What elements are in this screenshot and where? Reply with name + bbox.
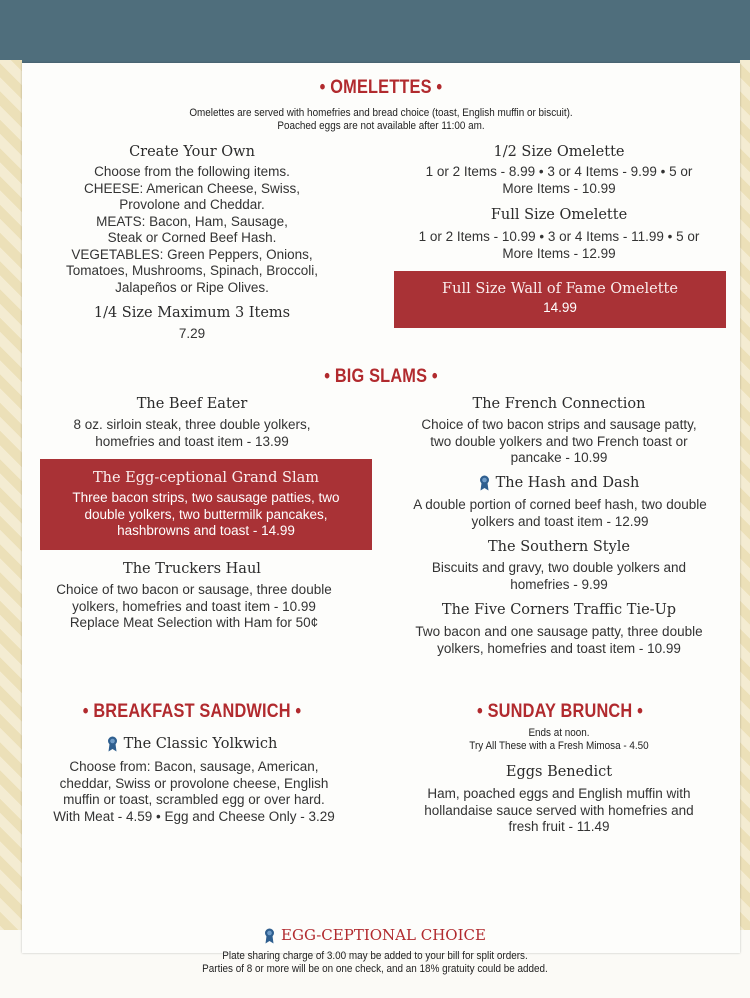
award-ribbon-icon	[107, 736, 118, 752]
hash-dash-description	[392, 497, 728, 530]
grand-slam-description	[40, 490, 372, 540]
desc-line: two double yolkers and two French toast or	[430, 433, 688, 449]
desc-line: MEATS: Bacon, Ham, Sausage,	[96, 213, 288, 229]
five-corners-heading: The Five Corners Traffic Tie-Up	[441, 602, 677, 618]
desc-line: yolkers, homefries and toast item - 10.99	[72, 598, 316, 614]
yolkwich-description	[36, 759, 352, 825]
desc-line: fresh fruit - 11.49	[508, 819, 610, 834]
omelettes-note-line: Poached eggs are not available after 11:00 am.	[277, 120, 485, 132]
background-pattern-left	[0, 60, 22, 940]
grand-slam-box	[40, 459, 372, 550]
bigslams-title: • BIG SLAMS •	[324, 366, 438, 387]
desc-line: With Meat - 4.59 • Egg and Cheese Only - 3.29	[53, 808, 335, 824]
full-size-description	[394, 229, 724, 262]
desc-line: Ham, poached eggs and English muffin with	[427, 786, 691, 801]
grand-slam-heading: The Egg-ceptional Grand Slam	[92, 470, 319, 486]
quarter-size-price: 7.29	[178, 326, 206, 341]
omelettes-note-line: Omelettes are served with homefries and bread choice (toast, English muffin or biscuit).	[189, 107, 573, 119]
footer-note	[159, 950, 591, 976]
sandwich-title: • BREAKFAST SANDWICH •	[82, 701, 302, 722]
quarter-size-heading: 1/4 Size Maximum 3 Items	[93, 305, 291, 321]
footer-note-line: Parties of 8 or more will be on one check, and an 18% gratuity could be added.	[202, 963, 548, 975]
desc-line: cheddar, Swiss or provolone cheese, English	[59, 775, 329, 791]
award-ribbon-icon	[264, 928, 275, 944]
eggs-benedict-description	[394, 786, 724, 836]
desc-line: homefries and toast item - 13.99	[95, 433, 289, 449]
southern-style-description	[394, 560, 724, 593]
desc-line: 1 or 2 Items - 8.99 • 3 or 4 Items - 9.99 • 5 or	[425, 164, 693, 179]
desc-line: Three bacon strips, two sausage patties, two	[72, 490, 340, 505]
egg-ceptional-choice-text: EGG-CEPTIONAL CHOICE	[281, 926, 486, 944]
desc-line: Choice of two bacon or sausage, three double	[56, 582, 332, 597]
eggs-benedict-heading: Eggs Benedict	[505, 764, 613, 780]
desc-line: pancake - 10.99	[510, 450, 608, 465]
french-connection-heading: The French Connection	[472, 396, 646, 412]
menu-page	[22, 63, 740, 953]
desc-line: 1 or 2 Items - 10.99 • 3 or 4 Items - 11.99 • 5 or	[418, 229, 700, 244]
desc-line: Choice of two bacon strips and sausage patty,	[421, 417, 697, 432]
desc-line: Two bacon and one sausage patty, three double	[415, 624, 703, 639]
desc-line: Biscuits and gravy, two double yolkers and	[431, 560, 687, 575]
footer-note-line: Plate sharing charge of 3.00 may be added to your bill for split orders.	[222, 950, 528, 962]
wall-of-fame-box	[394, 271, 726, 328]
desc-line: Tomatoes, Mushrooms, Spinach, Broccoli,	[65, 263, 319, 278]
desc-line: More Items - 10.99	[502, 180, 616, 196]
five-corners-description	[394, 624, 724, 657]
hash-dash-heading-text: The Hash and Dash	[495, 475, 640, 491]
beef-eater-description	[42, 417, 342, 450]
desc-line: yolkers and toast item - 12.99	[471, 513, 649, 529]
egg-ceptional-choice	[200, 926, 550, 944]
desc-line: homefries - 9.99	[510, 576, 608, 592]
desc-line: Jalapeños or Ripe Olives.	[115, 279, 269, 295]
omelettes-note	[156, 107, 606, 133]
desc-line: More Items - 12.99	[502, 245, 616, 261]
desc-line: Steak or Corned Beef Hash.	[107, 230, 277, 245]
truckers-haul-heading: The Truckers Haul	[123, 561, 261, 577]
french-connection-description	[394, 417, 724, 467]
desc-line: yolkers, homefries and toast item - 10.99	[437, 640, 681, 656]
desc-line: hollandaise sauce served with homefries and	[424, 802, 694, 818]
southern-style-heading: The Southern Style	[488, 539, 630, 555]
beef-eater-heading: The Beef Eater	[136, 396, 248, 412]
desc-line: Provolone and Cheddar.	[119, 197, 265, 212]
yolkwich-heading-text: The Classic Yolkwich	[123, 736, 278, 752]
brunch-note-line: Ends at noon.	[528, 727, 590, 739]
brunch-title: • SUNDAY BRUNCH •	[476, 701, 643, 722]
desc-line: Replace Meat Selection with Ham for 50¢	[69, 615, 319, 630]
half-size-description	[394, 164, 724, 197]
create-own-heading: Create Your Own	[129, 144, 255, 160]
desc-line: muffin or toast, scrambled egg or over hard.	[63, 792, 325, 807]
brunch-note-line: Try All These with a Fresh Mimosa - 4.50	[469, 740, 649, 752]
yolkwich-heading	[42, 736, 342, 752]
desc-line: double yolkers, two buttermilk pancakes,	[84, 506, 328, 522]
omelettes-title: • OMELETTES •	[319, 77, 443, 98]
wall-of-fame-price: 14.99	[543, 300, 577, 315]
desc-line: CHEESE: American Cheese, Swiss,	[83, 180, 301, 196]
desc-line: Choose from the following items.	[94, 164, 290, 179]
award-ribbon-icon	[479, 475, 490, 491]
desc-line: hashbrowns and toast - 14.99	[117, 523, 295, 538]
desc-line: A double portion of corned beef hash, two double	[413, 497, 707, 512]
hash-dash-heading	[394, 475, 724, 491]
create-own-description	[42, 164, 342, 296]
half-size-heading: 1/2 Size Omelette	[493, 144, 625, 160]
truckers-haul-description	[36, 582, 352, 632]
desc-line: Choose from: Bacon, sausage, American,	[69, 759, 319, 774]
full-size-heading: Full Size Omelette	[490, 207, 628, 223]
wall-of-fame-heading: Full Size Wall of Fame Omelette	[442, 281, 678, 297]
brunch-note	[411, 727, 708, 753]
desc-line: VEGETABLES: Green Peppers, Onions,	[71, 246, 313, 262]
desc-line: 8 oz. sirloin steak, three double yolkers,	[73, 417, 311, 432]
background-pattern-right	[740, 60, 750, 940]
